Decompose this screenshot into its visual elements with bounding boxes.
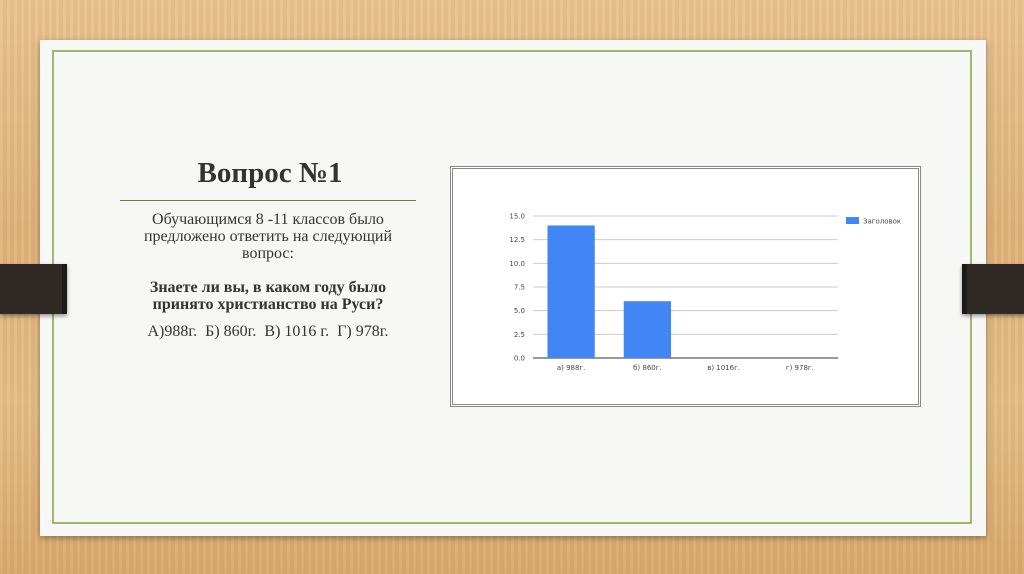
- bar: [624, 301, 671, 358]
- bar: [547, 225, 594, 358]
- y-tick-label: 15.0: [509, 212, 525, 221]
- y-tick-label: 7.5: [513, 283, 525, 292]
- y-tick-label: 10.0: [509, 259, 525, 268]
- chart-box: [450, 166, 921, 407]
- y-tick-label: 5.0: [513, 307, 525, 316]
- x-tick-label: б) 860г.: [633, 364, 662, 372]
- x-tick-label: а) 988г.: [556, 364, 586, 372]
- slide-title: Вопрос №1: [197, 157, 343, 189]
- legend-swatch: [846, 217, 859, 224]
- question-text: Знаете ли вы, в каком году было принято христианство на Руси?: [149, 279, 387, 313]
- title-divider: [120, 200, 416, 201]
- intro-text: Обучающимся 8 -11 классов было предложено ответить на следующий вопрос:: [143, 211, 393, 262]
- x-tick-label: г) 978г.: [785, 364, 814, 372]
- left-binder-clip: [0, 264, 67, 314]
- y-tick-label: 0.0: [513, 354, 525, 363]
- bar-chart: [453, 169, 918, 404]
- legend-label: Заголовок: [863, 217, 902, 226]
- y-tick-label: 2.5: [513, 330, 525, 339]
- answer-options: А)988г. Б) 860г. В) 1016 г. Г) 978г.: [147, 323, 389, 340]
- y-tick-label: 12.5: [509, 236, 525, 245]
- right-binder-clip: [962, 264, 1024, 314]
- x-tick-label: в) 1016г.: [707, 364, 741, 372]
